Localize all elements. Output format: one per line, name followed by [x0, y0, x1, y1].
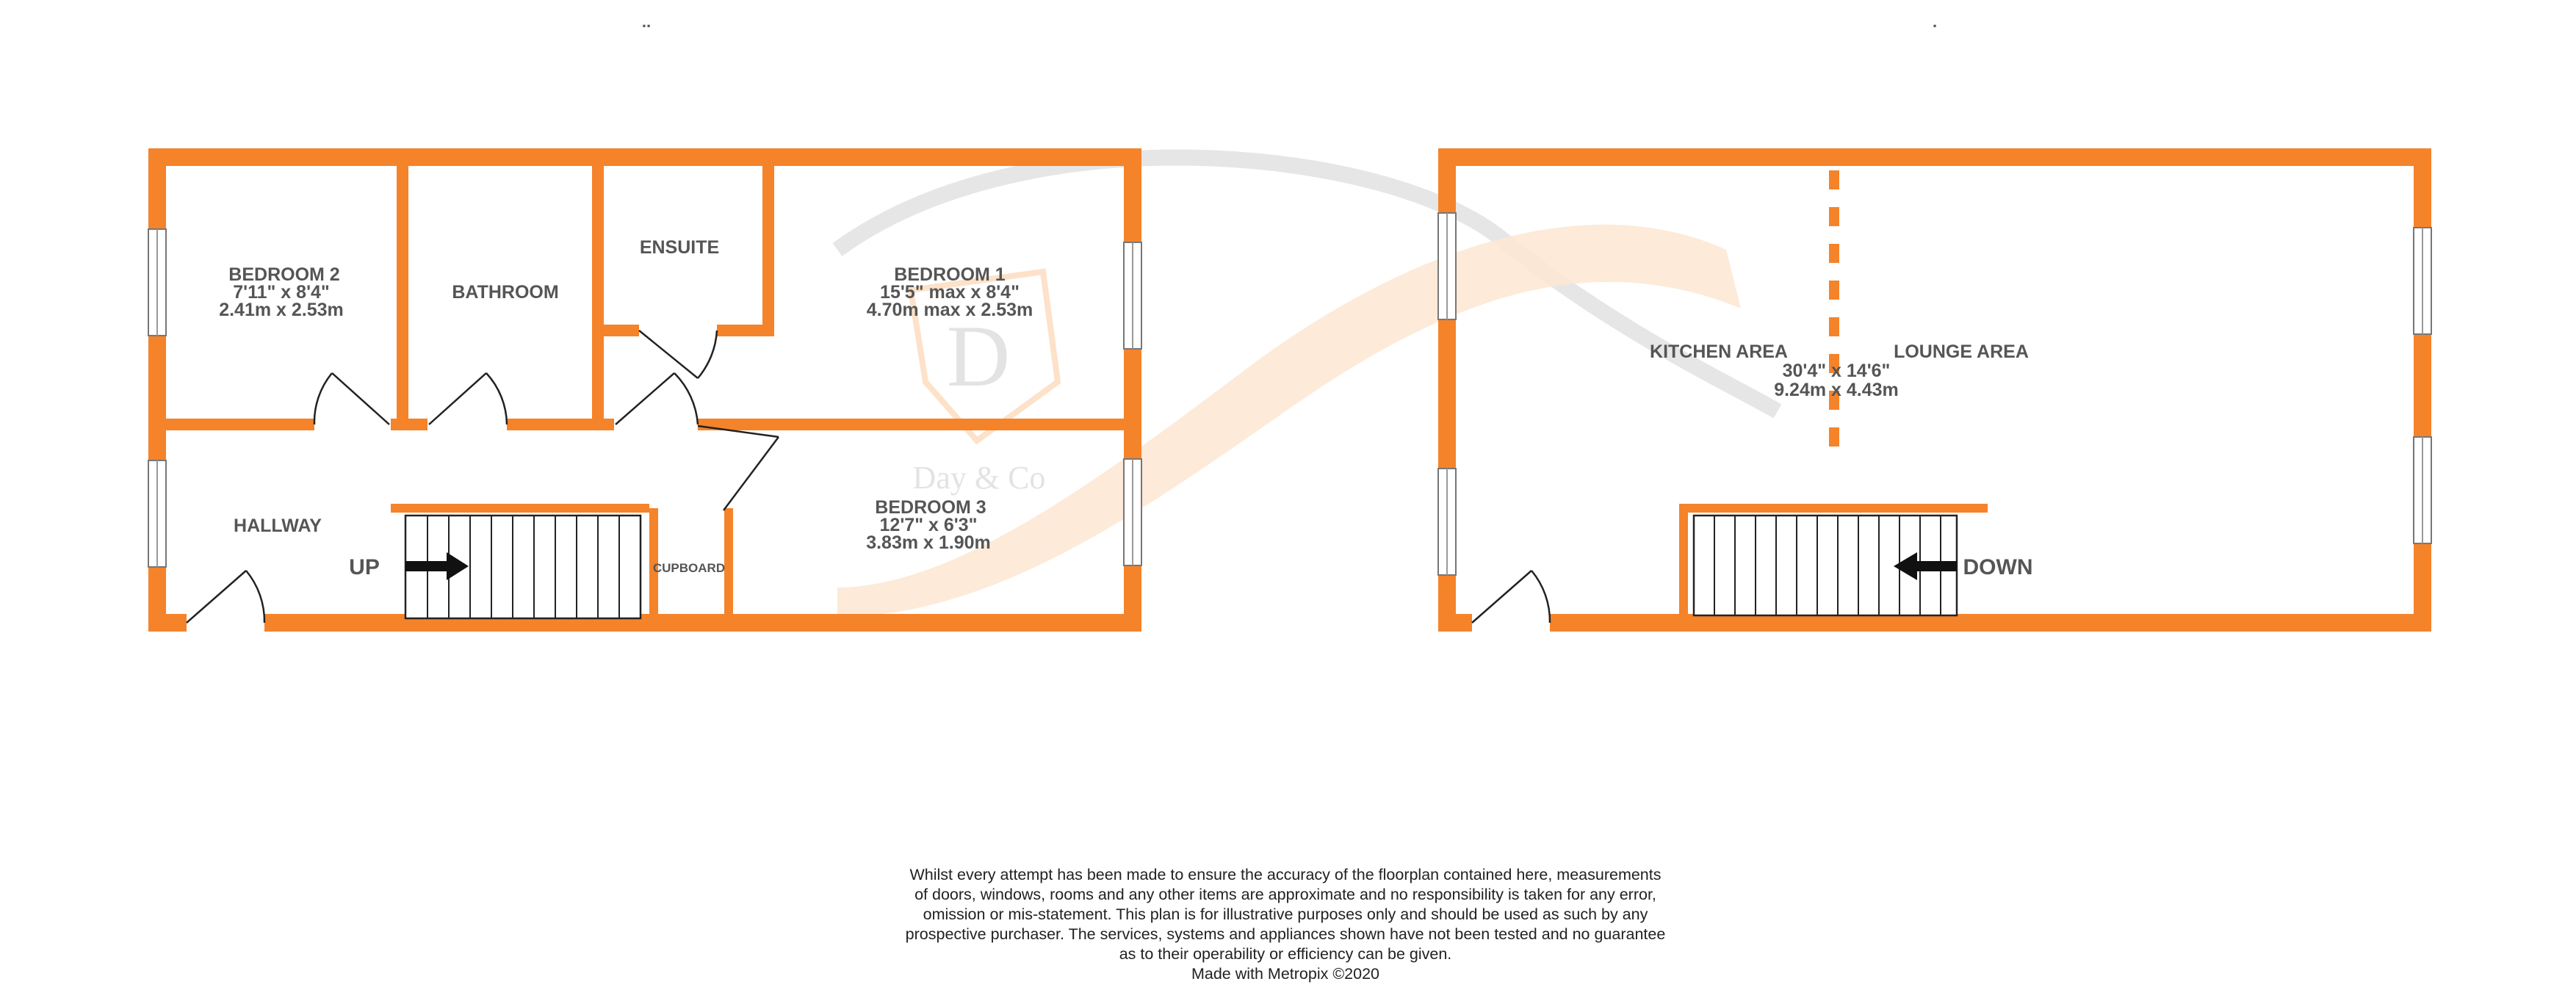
stair-up-label: UP — [349, 555, 380, 579]
disclaimer — [808, 865, 1763, 984]
room-bedroom1-name: BEDROOM 1 — [894, 264, 1006, 285]
room-bedroom2-dim-metric: 2.41m x 2.53m — [219, 300, 344, 320]
staircase-up — [405, 516, 641, 618]
room-cupboard-name: CUPBOARD — [652, 561, 726, 575]
room-bedroom2-dim-imperial: 7'11" x 8'4" — [233, 282, 330, 303]
watermark-brand: Day & Co — [912, 460, 1046, 496]
room-bedroom3-dim-metric: 3.83m x 1.90m — [866, 532, 991, 553]
room-bedroom1-dim-metric: 4.70m max x 2.53m — [866, 300, 1033, 320]
disclaimer-line: as to their operability or efficiency can be given. — [1119, 945, 1452, 963]
disclaimer-line: of doors, windows, rooms and any other items are approximate and no responsibility is taken for any error, — [914, 886, 1656, 903]
room-bedroom1-dim-imperial: 15'5" max x 8'4" — [880, 282, 1020, 303]
room-bedroom3-name: BEDROOM 3 — [875, 497, 986, 518]
doors — [1472, 571, 1550, 623]
room-ensuite-name: ENSUITE — [639, 237, 720, 258]
stair-down-label: DOWN — [1963, 555, 2033, 579]
staircase-down — [1694, 516, 1957, 615]
room-bedroom2-name: BEDROOM 2 — [228, 264, 340, 285]
room-lounge-dim-metric: 9.24m x 4.43m — [1774, 380, 1899, 400]
watermark-monogram: D — [946, 307, 1011, 405]
disclaimer-line: prospective purchaser. The services, systems and appliances shown have not been tested and no guarantee — [905, 925, 1666, 943]
room-hallway-name: HALLWAY — [234, 516, 322, 536]
room-lounge-name: LOUNGE AREA — [1894, 341, 2029, 362]
floor-mark-right: . — [1932, 12, 1938, 31]
room-lounge-dim-imperial: 30'4" x 14'6" — [1782, 361, 1891, 381]
room-bathroom-name: BATHROOM — [452, 282, 559, 303]
ground-floor-plan — [1438, 148, 2431, 632]
disclaimer-line: Whilst every attempt has been made to ensure the accuracy of the floorplan contained here, measurements — [909, 866, 1662, 883]
room-bedroom3-dim-imperial: 12'7" x 6'3" — [879, 515, 978, 535]
floor-mark-left: .. — [641, 12, 652, 31]
room-kitchen-name: KITCHEN AREA — [1650, 341, 1788, 362]
disclaimer-credit: Made with Metropix ©2020 — [1191, 965, 1380, 983]
disclaimer-line: omission or mis-statement. This plan is for illustrative purposes only and should be used as such by any — [923, 905, 1648, 923]
